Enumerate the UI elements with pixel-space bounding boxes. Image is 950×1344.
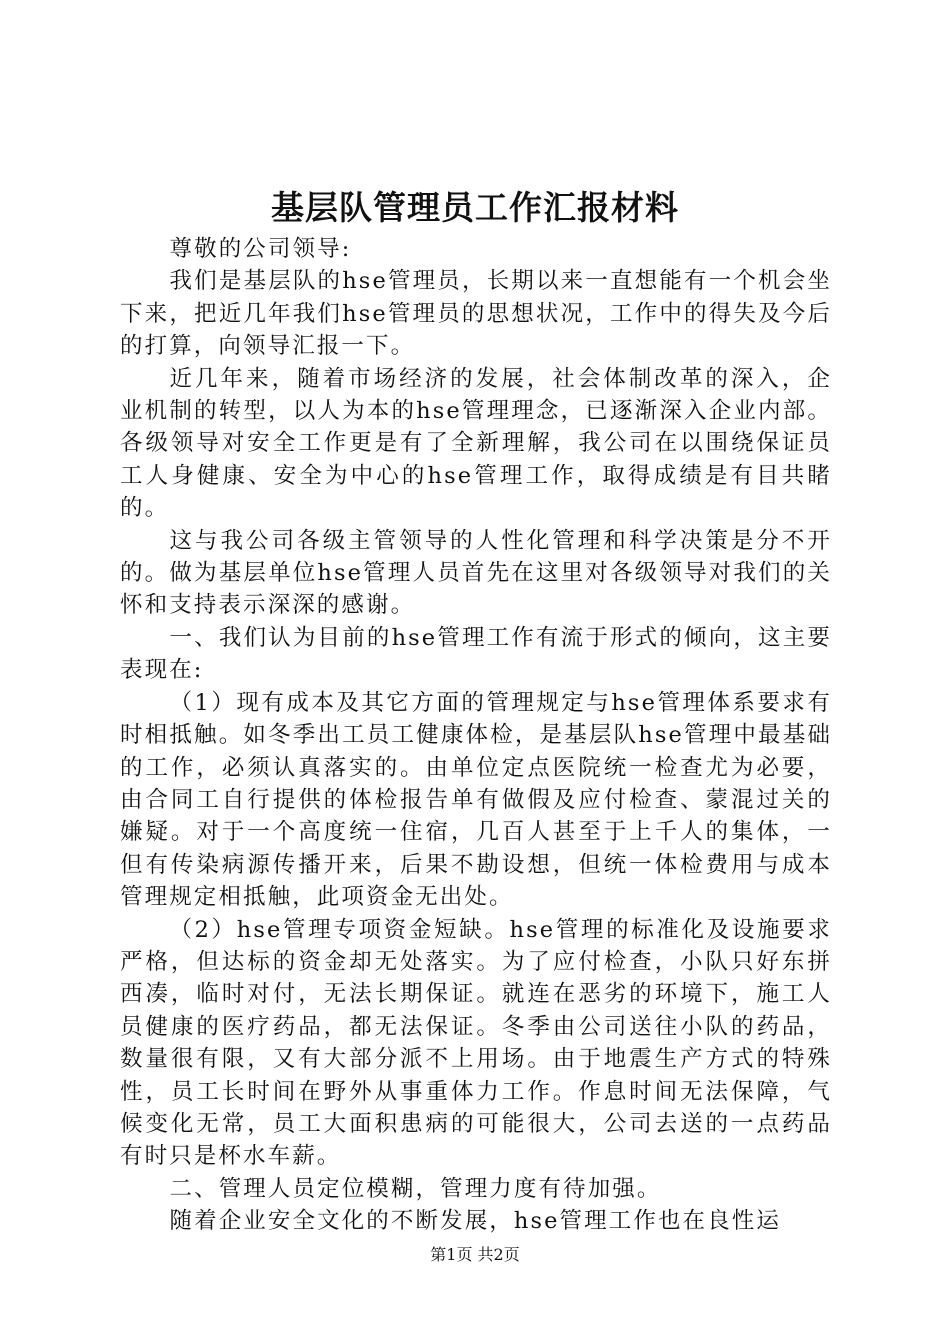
salutation: 尊敬的公司领导:: [169, 236, 352, 262]
section-heading-1: 一、我们认为目前的hse管理工作有流于形式的倾向，这主要表现在:: [120, 624, 832, 684]
document-title: 基层队管理员工作汇报材料: [271, 188, 679, 227]
section-heading-2: 二、管理人员定位模糊，管理力度有待加强。: [169, 1175, 662, 1202]
page-footer: 第1页 共2页: [430, 1245, 520, 1264]
document-body: [120, 233, 832, 1238]
paragraph-continued: 随着企业安全文化的不断发展，hse管理工作也在良性运: [169, 1208, 781, 1235]
paragraph-1: 我们是基层队的hse管理员，长期以来一直想能有一个机会坐下来，把近几年我们hse管理员的思想状况，工作中的得失及今后的打算，向领导汇报一下。: [120, 268, 832, 360]
paragraph-item-1: （1）现有成本及其它方面的管理规定与hse管理体系要求有时相抵触。如冬季出工员工健康体检，是基层队hse管理中最基础的工作，必须认真落实的。由单位定点医院统一检查尤为必要，由合同工自行提供的体检报告单有做假及应付检查、蒙混过关的嫌疑。对于一个高度统一住宿，几百人甚至于上千人的集体，一但有传染病源传播开来，后果不勘设想，但统一体检费用与成本管理规定相抵触，此项资金无出处。: [120, 689, 832, 911]
paragraph-item-2: （2）hse管理专项资金短缺。hse管理的标准化及设施要求严格，但达标的资金却无处落实。为了应付检查，小队只好东拼西凑，临时对付，无法长期保证。就连在恶劣的环境下，施工人员健康的医疗药品，都无法保证。冬季由公司送往小队的药品，数量很有限，又有大部分派不上用场。由于地震生产方式的特殊性，员工长时间在野外从事重体力工作。作息时间无法保障，气候变化无常，员工大面积患病的可能很大，公司去送的一点药品有时只是杯水车薪。: [120, 916, 832, 1170]
paragraph-2: 近几年来，随着市场经济的发展，社会体制改革的深入，企业机制的转型，以人为本的hse管理理念，已逐渐深入企业内部。各级领导对安全工作更是有了全新理解，我公司在以围绕保证员工人身健康、安全为中心的hse管理工作，取得成绩是有目共睹的。: [120, 365, 832, 522]
paragraph-3: 这与我公司各级主管领导的人性化管理和科学决策是分不开的。做为基层单位hse管理人员首先在这里对各级领导对我们的关怀和支持表示深深的感谢。: [120, 527, 832, 619]
